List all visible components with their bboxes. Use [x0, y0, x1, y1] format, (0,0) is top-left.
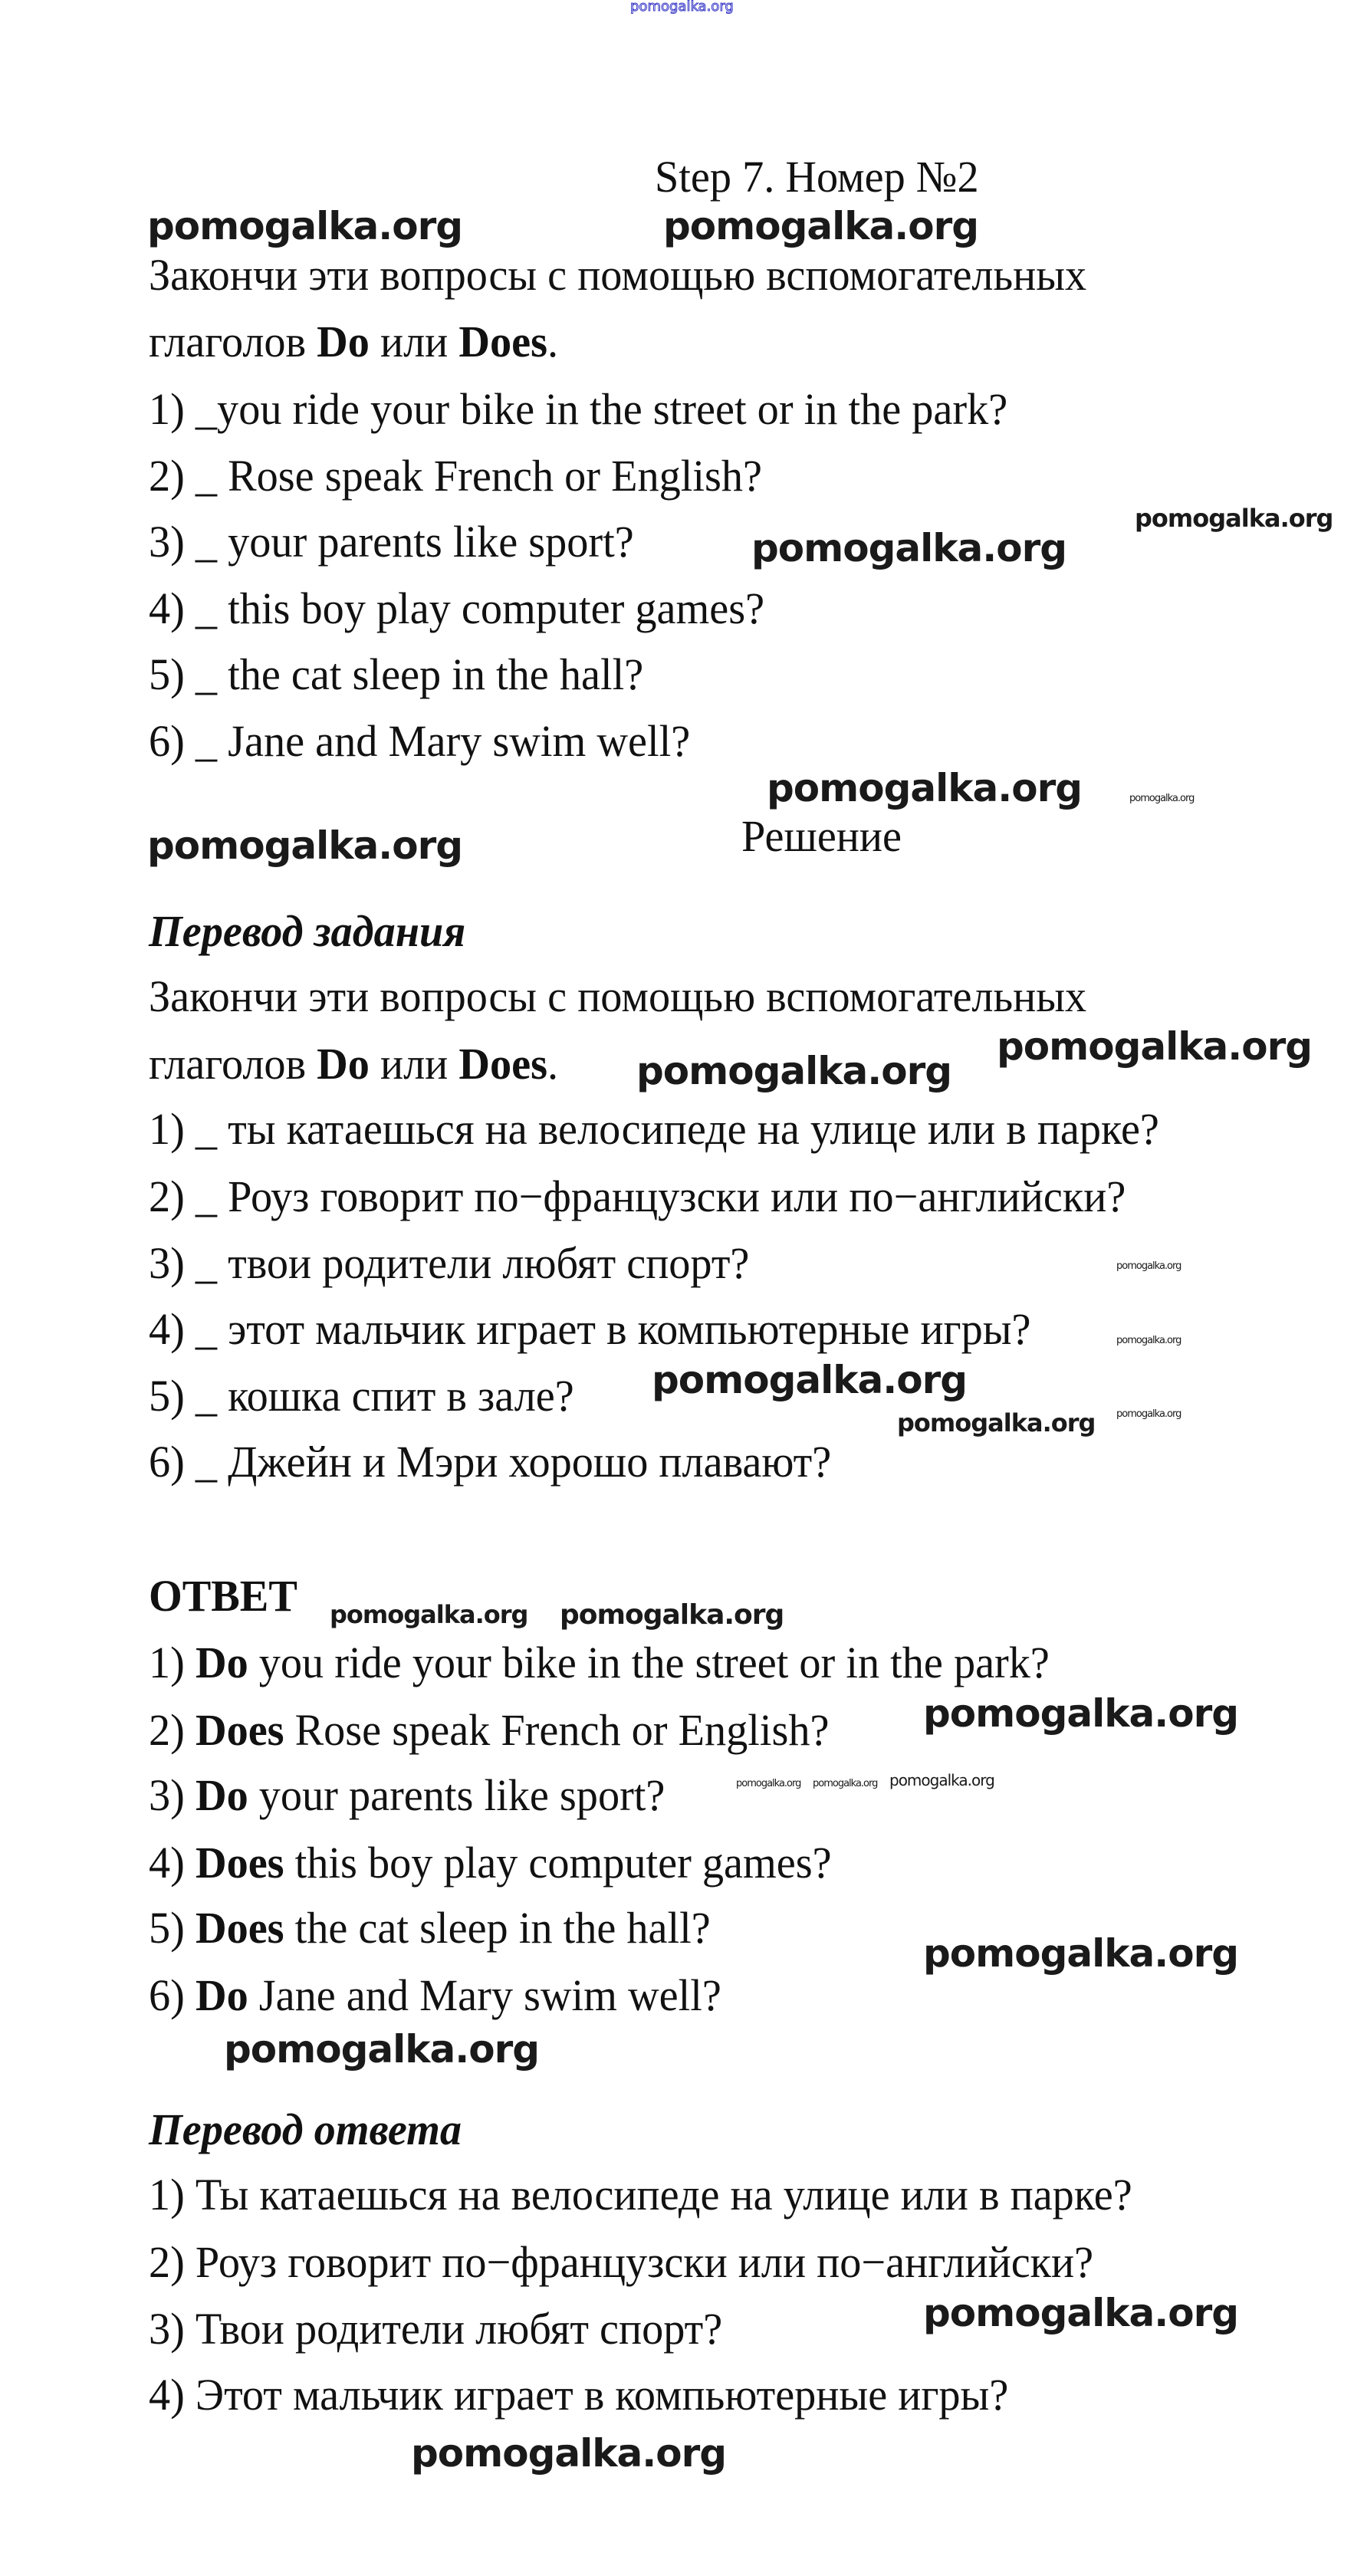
watermark: pomogalka.org: [1129, 793, 1195, 804]
answer-4: [149, 1836, 832, 1890]
number: 3): [149, 1770, 196, 1820]
rest: the cat sleep in the hall?: [284, 1903, 711, 1953]
translated-question-6: 6) _ Джейн и Мэри хорошо плавают?: [149, 1437, 832, 1487]
task-instruction-line2: [149, 315, 558, 369]
watermark: pomogalka.org: [1116, 1260, 1181, 1272]
text: .: [547, 317, 559, 366]
watermark: pomogalka.org: [889, 1771, 994, 1789]
answer-5: [149, 1901, 711, 1955]
bold-do: Do: [317, 317, 370, 366]
watermark: pomogalka.org: [224, 2027, 540, 2072]
watermark: pomogalka.org: [636, 1049, 952, 1093]
rest: Rose speak French or English?: [284, 1705, 830, 1755]
rest: Jane and Mary swim well?: [248, 1970, 721, 2020]
verb: Does: [195, 1838, 284, 1888]
answer-translation-heading: Перевод ответа: [149, 2104, 462, 2154]
watermark: pomogalka.org: [997, 1024, 1313, 1069]
watermark: pomogalka.org: [751, 526, 1067, 570]
verb: Does: [195, 1903, 284, 1953]
answer-translation-1: 1) Ты катаешься на велосипеде на улице или в парке?: [149, 2170, 1132, 2220]
watermark: pomogalka.org: [560, 1599, 784, 1631]
watermark: pomogalka.org: [411, 2431, 727, 2476]
answer-2: [149, 1704, 829, 1757]
watermark: pomogalka.org: [767, 766, 1083, 810]
text: глаголов: [149, 317, 317, 366]
number: 2): [149, 1705, 196, 1755]
answer-translation-2: 2) Роуз говорит по−французски или по−английски?: [149, 2237, 1094, 2287]
watermark: pomogalka.org: [330, 1600, 528, 1629]
translation-instruction-line1: Закончи эти вопросы с помощью вспомогательных: [149, 971, 1087, 1021]
text: .: [547, 1039, 559, 1089]
watermark: pomogalka.org: [923, 2291, 1239, 2335]
answer-translation-4: 4) Этот мальчик играет в компьютерные игры?: [149, 2370, 1009, 2420]
question-5: 5) _ the cat sleep in the hall?: [149, 649, 644, 699]
watermark: pomogalka.org: [897, 1408, 1096, 1438]
answer-1: [149, 1636, 1050, 1690]
verb: Does: [195, 1705, 284, 1755]
number: 5): [149, 1903, 196, 1953]
text: или: [369, 317, 459, 366]
bold-does: Does: [458, 1039, 547, 1089]
watermark: pomogalka.org: [1116, 1408, 1181, 1420]
translation-instruction-line2: [149, 1037, 558, 1091]
number: 1): [149, 1638, 196, 1687]
number: 4): [149, 1838, 196, 1888]
answer-6: [149, 1969, 721, 2022]
rest: this boy play computer games?: [284, 1838, 832, 1888]
bold-do: Do: [317, 1039, 370, 1089]
rest: your parents like sport?: [248, 1770, 665, 1820]
verb: Do: [195, 1770, 248, 1820]
page-title: Step 7. Номер №2: [655, 152, 979, 202]
text: глаголов: [149, 1039, 317, 1089]
task-translation-heading: Перевод задания: [149, 906, 466, 956]
bold-does: Does: [458, 317, 547, 366]
watermark: pomogalka.org: [663, 204, 979, 248]
number: 6): [149, 1970, 196, 2020]
translated-question-3: 3) _ твои родители любят спорт?: [149, 1238, 750, 1288]
answer-translation-3: 3) Твои родители любят спорт?: [149, 2304, 723, 2354]
translated-question-5: 5) _ кошка спит в зале?: [149, 1371, 574, 1421]
watermark: pomogalka.org: [736, 1778, 801, 1789]
watermark: pomogalka.org: [147, 204, 463, 248]
verb: Do: [195, 1970, 248, 2020]
watermark: pomogalka.org: [923, 1691, 1239, 1736]
rest: you ride your bike in the street or in the park?: [248, 1638, 1050, 1687]
question-3: 3) _ your parents like sport?: [149, 517, 634, 567]
watermark: pomogalka.org: [813, 1778, 878, 1789]
translated-question-1: 1) _ ты катаешься на велосипеде на улице или в парке?: [149, 1104, 1159, 1154]
question-2: 2) _ Rose speak French or English?: [149, 451, 762, 501]
watermark: pomogalka.org: [147, 823, 463, 868]
answer-heading: ОТВЕТ: [149, 1571, 297, 1621]
verb: Do: [195, 1638, 248, 1687]
watermark: pomogalka.org: [652, 1358, 968, 1402]
question-6: 6) _ Jane and Mary swim well?: [149, 716, 691, 766]
task-instruction-line1: Закончи эти вопросы с помощью вспомогательных: [149, 250, 1087, 300]
watermark: pomogalka.org: [630, 0, 734, 15]
translated-question-2: 2) _ Роуз говорит по−французски или по−английски?: [149, 1171, 1126, 1221]
watermark: pomogalka.org: [923, 1931, 1239, 1976]
translated-question-4: 4) _ этот мальчик играет в компьютерные игры?: [149, 1304, 1031, 1354]
question-1: 1) _you ride your bike in the street or in the park?: [149, 384, 1008, 434]
text: или: [369, 1039, 459, 1089]
solution-heading: Решение: [741, 811, 902, 861]
watermark: pomogalka.org: [1135, 504, 1333, 533]
question-4: 4) _ this boy play computer games?: [149, 583, 765, 633]
watermark: pomogalka.org: [1116, 1335, 1181, 1346]
answer-3: [149, 1769, 665, 1822]
